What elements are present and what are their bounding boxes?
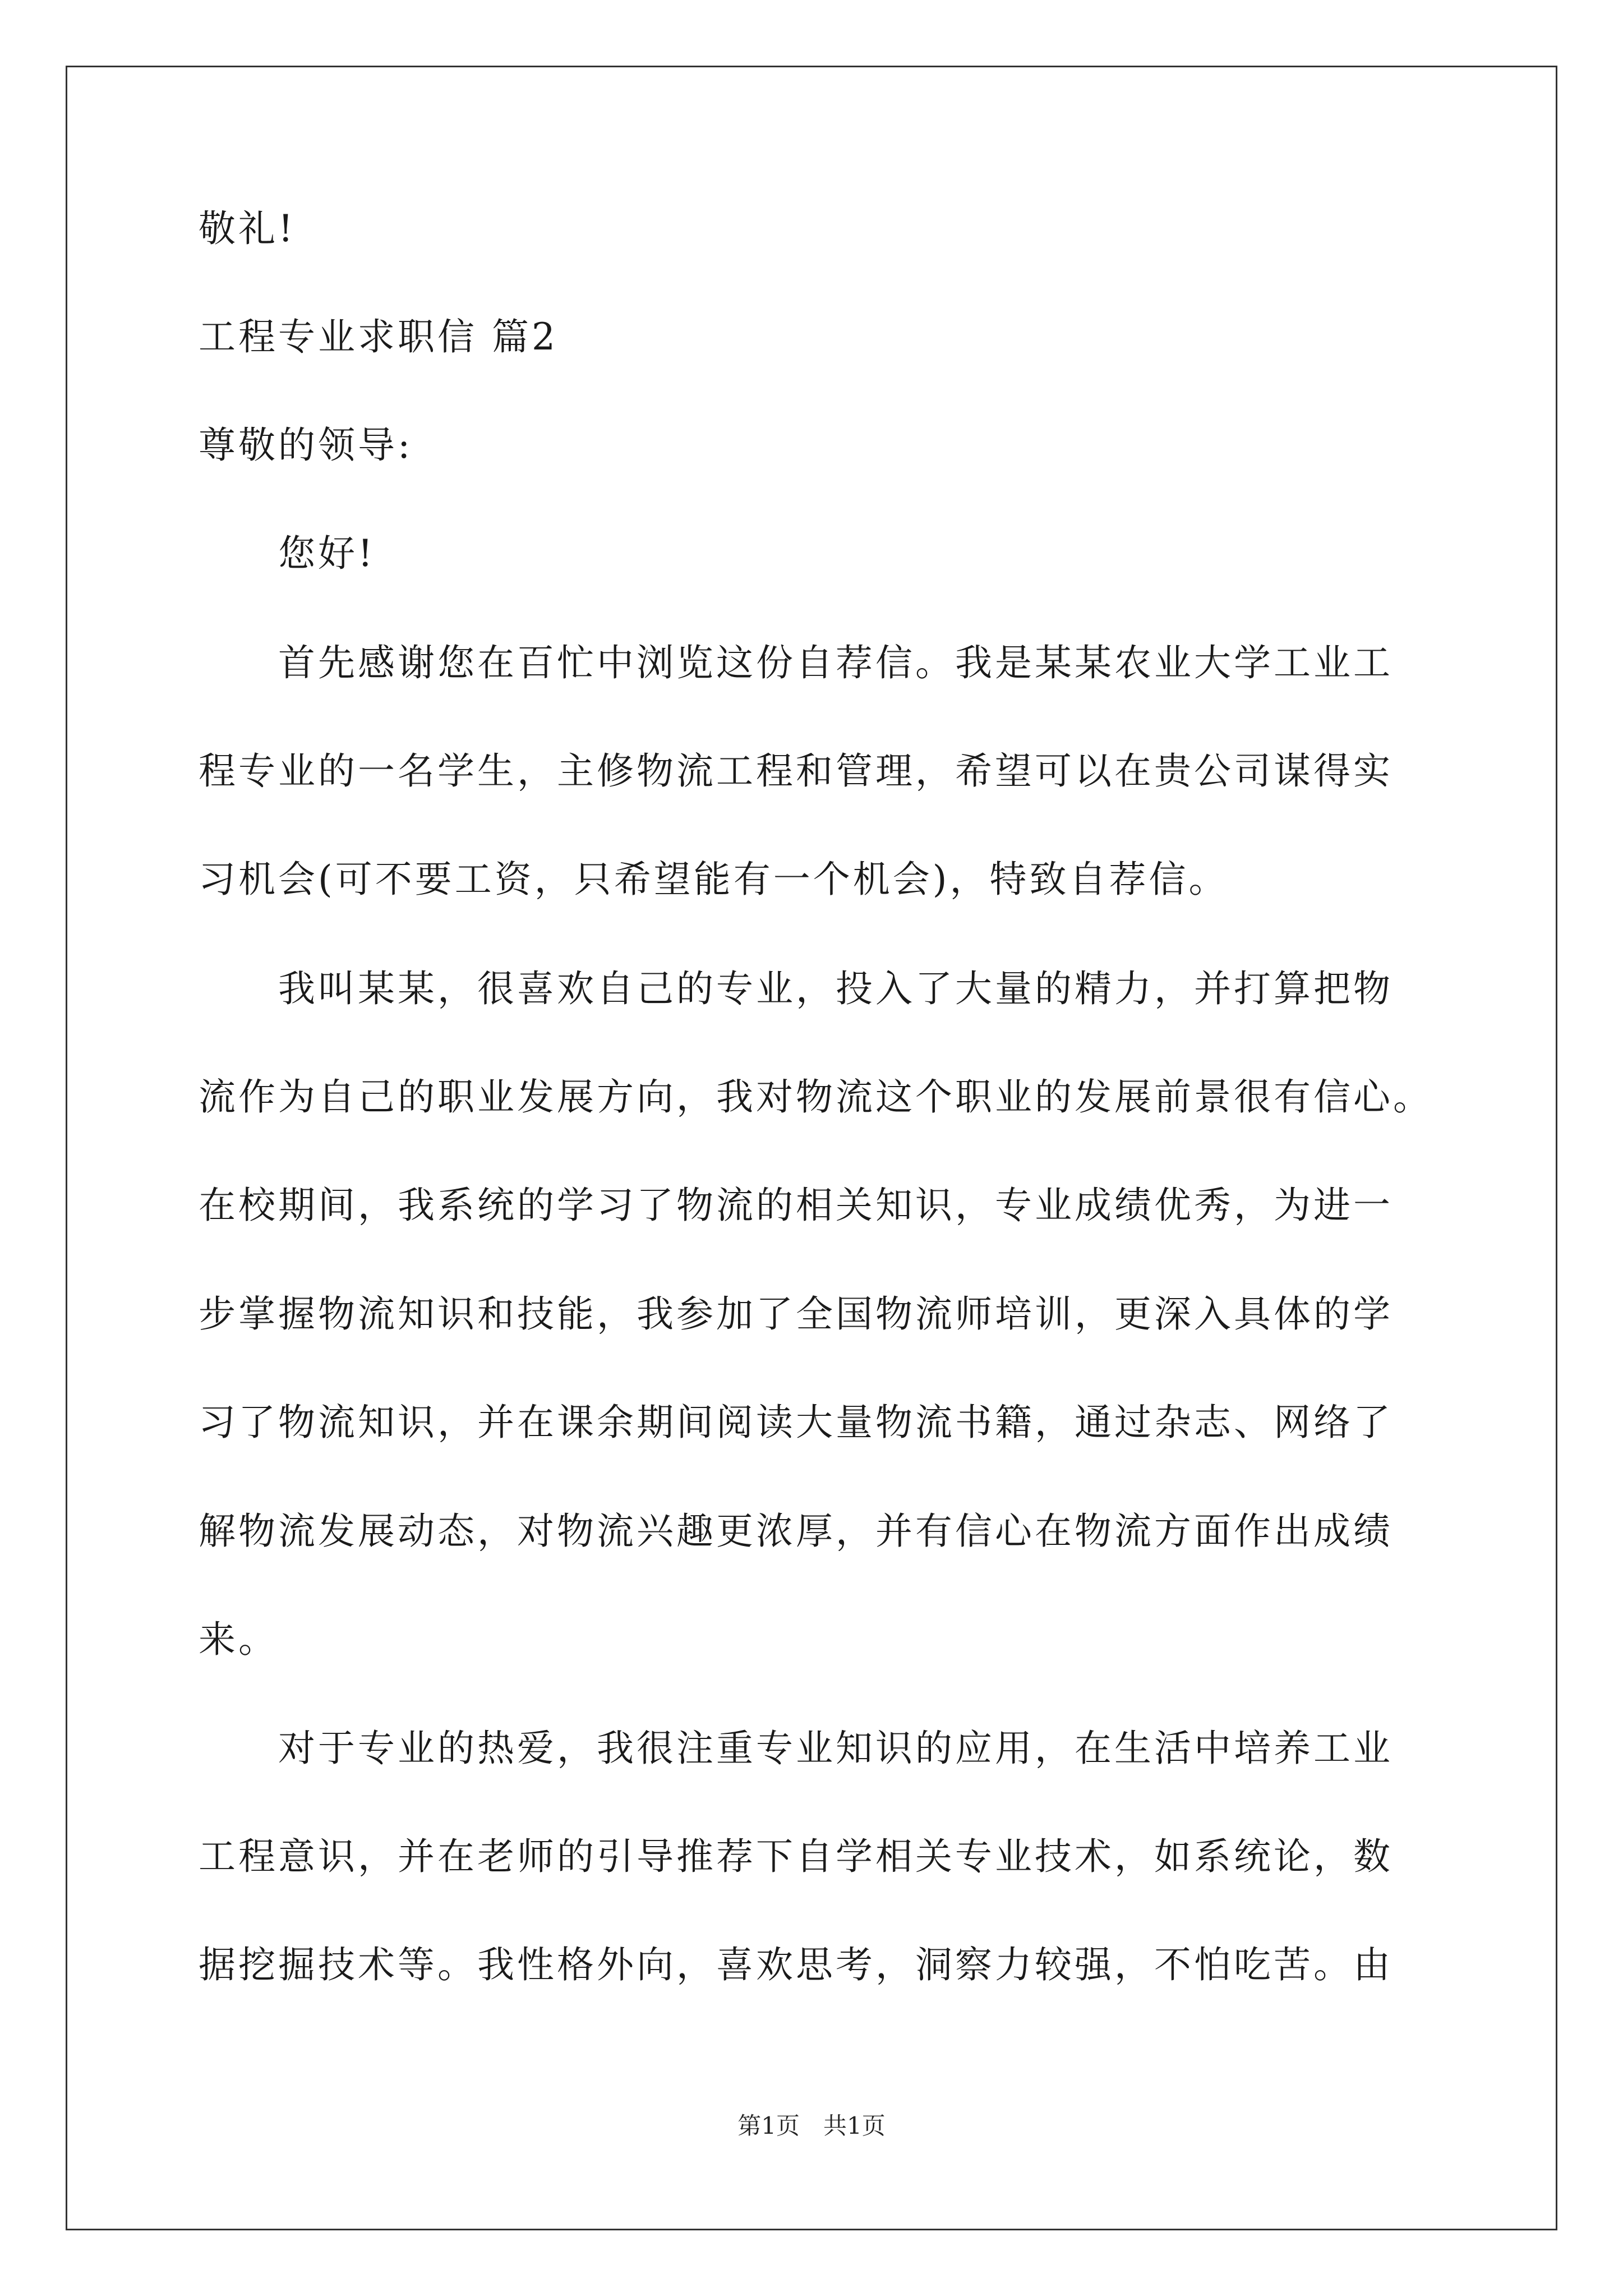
paragraph-line: 对于专业的热爱，我很注重专业知识的应用，在生活中培养工业 <box>278 1727 1393 1770</box>
greeting: 您好! <box>278 532 376 575</box>
page-footer: 第1页 共1页 <box>737 2112 886 2139</box>
salutation: 尊敬的领导: <box>199 424 413 467</box>
paragraph-line: 流作为自己的职业发展方向，我对物流这个职业的发展前景很有信心。 <box>199 1075 1433 1119</box>
paragraph-line: 在校期间，我系统的学习了物流的相关知识，专业成绩优秀，为进一 <box>199 1184 1393 1227</box>
paragraph-line: 工程意识，并在老师的引导推荐下自学相关专业技术，如系统论，数 <box>199 1835 1393 1878</box>
paragraph-line: 习机会(可不要工资，只希望能有一个机会)，特致自荐信。 <box>199 858 1229 901</box>
paragraph-line: 我叫某某，很喜欢自己的专业，投入了大量的精力，并打算把物 <box>278 967 1393 1010</box>
paragraph-line: 习了物流知识，并在课余期间阅读大量物流书籍，通过杂志、网络了 <box>199 1401 1393 1444</box>
paragraph-line: 首先感谢您在百忙中浏览这份自荐信。我是某某农业大学工业工 <box>278 641 1393 684</box>
paragraph-line: 来。 <box>199 1618 278 1661</box>
closing-salute: 敬礼! <box>199 207 296 250</box>
paragraph-line: 解物流发展动态，对物流兴趣更浓厚，并有信心在物流方面作出成绩 <box>199 1510 1393 1553</box>
paragraph-line: 程专业的一名学生，主修物流工程和管理，希望可以在贵公司谋得实 <box>199 749 1393 793</box>
paragraph-line: 据挖掘技术等。我性格外向，喜欢思考，洞察力较强，不怕吃苦。由 <box>199 1943 1393 1986</box>
section-heading: 工程专业求职信 篇2 <box>199 315 558 358</box>
page-border <box>66 66 1557 2230</box>
paragraph-line: 步掌握物流知识和技能，我参加了全国物流师培训，更深入具体的学 <box>199 1292 1393 1336</box>
